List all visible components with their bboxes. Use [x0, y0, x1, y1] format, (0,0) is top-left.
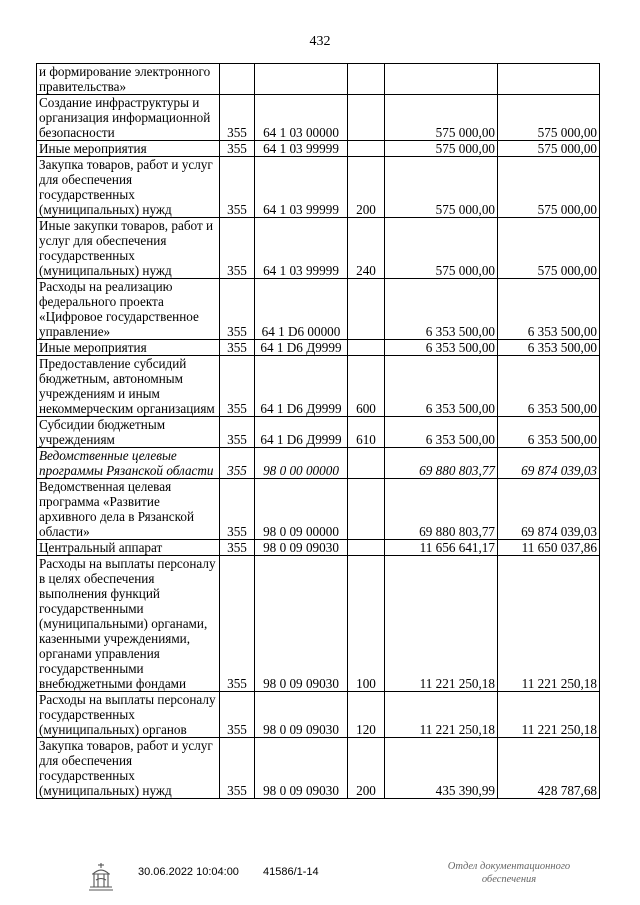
row-sum-1: 575 000,00	[385, 157, 498, 218]
row-sum-2: 575 000,00	[498, 141, 600, 157]
row-csr: 64 1 03 99999	[255, 218, 348, 279]
row-csr: 98 0 00 00000	[255, 448, 348, 479]
row-vr: 120	[348, 692, 385, 738]
row-sum-2: 575 000,00	[498, 218, 600, 279]
budget-table	[36, 63, 600, 799]
table-row	[37, 64, 600, 95]
row-vr: 240	[348, 218, 385, 279]
row-name: Иные мероприятия	[37, 141, 220, 157]
row-csr: 98 0 09 09030	[255, 692, 348, 738]
row-vr: 100	[348, 556, 385, 692]
row-sum-2: 69 874 039,03	[498, 448, 600, 479]
row-sum-1: 435 390,99	[385, 738, 498, 799]
row-sum-1	[385, 64, 498, 95]
row-code: 355	[220, 540, 255, 556]
row-name: Закупка товаров, работ и услуг для обеспечения государственных (муниципальных) нужд	[37, 157, 220, 218]
row-name: Центральный аппарат	[37, 540, 220, 556]
row-vr	[348, 540, 385, 556]
table-row	[37, 340, 600, 356]
row-name: Расходы на выплаты персоналу государственных (муниципальных) органов	[37, 692, 220, 738]
row-csr: 64 1 D6 00000	[255, 279, 348, 340]
row-vr: 600	[348, 356, 385, 417]
row-sum-1: 69 880 803,77	[385, 448, 498, 479]
row-vr	[348, 340, 385, 356]
row-csr	[255, 64, 348, 95]
row-name: Создание инфраструктуры и организация информационной безопасности	[37, 95, 220, 141]
row-sum-1: 11 221 250,18	[385, 692, 498, 738]
row-csr: 98 0 09 09030	[255, 738, 348, 799]
row-sum-2: 6 353 500,00	[498, 417, 600, 448]
row-sum-2: 6 353 500,00	[498, 279, 600, 340]
row-code: 355	[220, 692, 255, 738]
table-row	[37, 479, 600, 540]
row-name: Расходы на реализацию федерального проекта «Цифровое государственное управление»	[37, 279, 220, 340]
row-vr	[348, 279, 385, 340]
table-row	[37, 556, 600, 692]
row-sum-2: 428 787,68	[498, 738, 600, 799]
row-sum-2: 6 353 500,00	[498, 356, 600, 417]
row-vr: 610	[348, 417, 385, 448]
table-row	[37, 356, 600, 417]
row-csr: 64 1 D6 Д9999	[255, 356, 348, 417]
row-sum-2: 11 221 250,18	[498, 556, 600, 692]
row-csr: 64 1 D6 Д9999	[255, 340, 348, 356]
row-sum-2: 69 874 039,03	[498, 479, 600, 540]
stamp-department	[434, 860, 584, 886]
row-sum-1: 69 880 803,77	[385, 479, 498, 540]
row-sum-2: 11 650 037,86	[498, 540, 600, 556]
row-code	[220, 64, 255, 95]
row-vr	[348, 95, 385, 141]
row-code: 355	[220, 356, 255, 417]
row-name: Ведомственная целевая программа «Развитие архивного дела в Рязанской области»	[37, 479, 220, 540]
row-vr	[348, 479, 385, 540]
row-code: 355	[220, 417, 255, 448]
row-code: 355	[220, 95, 255, 141]
row-csr: 64 1 03 00000	[255, 95, 348, 141]
stamp-department-line-1: Отдел документационного	[447, 861, 571, 872]
row-code: 355	[220, 279, 255, 340]
row-sum-1: 6 353 500,00	[385, 340, 498, 356]
row-sum-1: 11 221 250,18	[385, 556, 498, 692]
row-sum-1: 6 353 500,00	[385, 417, 498, 448]
row-csr: 64 1 D6 Д9999	[255, 417, 348, 448]
row-code: 355	[220, 556, 255, 692]
row-code: 355	[220, 141, 255, 157]
table-row	[37, 157, 600, 218]
row-name: Иные закупки товаров, работ и услуг для обеспечения государственных (муниципальных) нужд	[37, 218, 220, 279]
row-code: 355	[220, 218, 255, 279]
row-name: Расходы на выплаты персоналу в целях обеспечения выполнения функций государственными (муниципальными) органами, казенными учреждениями, органами управления государственными внебюджетными фондами	[37, 556, 220, 692]
row-code: 355	[220, 448, 255, 479]
row-csr: 98 0 09 09030	[255, 540, 348, 556]
row-sum-1: 575 000,00	[385, 141, 498, 157]
stamp-date: 30.06.2022 10:04:00	[138, 866, 239, 878]
page-number: 432	[309, 34, 331, 49]
table-row	[37, 218, 600, 279]
row-code: 355	[220, 738, 255, 799]
row-sum-1: 6 353 500,00	[385, 279, 498, 340]
row-sum-2: 6 353 500,00	[498, 340, 600, 356]
row-csr: 64 1 03 99999	[255, 157, 348, 218]
row-csr: 64 1 03 99999	[255, 141, 348, 157]
table-row	[37, 540, 600, 556]
row-csr: 98 0 09 09030	[255, 556, 348, 692]
row-csr: 98 0 09 00000	[255, 479, 348, 540]
row-sum-1: 575 000,00	[385, 218, 498, 279]
row-sum-1: 6 353 500,00	[385, 356, 498, 417]
row-name: Иные мероприятия	[37, 340, 220, 356]
row-vr	[348, 448, 385, 479]
row-name: Закупка товаров, работ и услуг для обеспечения государственных (муниципальных) нужд	[37, 738, 220, 799]
table-row	[37, 279, 600, 340]
row-vr: 200	[348, 157, 385, 218]
table-row	[37, 417, 600, 448]
table-row	[37, 95, 600, 141]
row-sum-2: 11 221 250,18	[498, 692, 600, 738]
stamp-doc-code: 41586/1-14	[263, 866, 319, 878]
table-row	[37, 141, 600, 157]
row-vr	[348, 64, 385, 95]
row-code: 355	[220, 340, 255, 356]
row-sum-2: 575 000,00	[498, 157, 600, 218]
row-sum-2	[498, 64, 600, 95]
row-name: Ведомственные целевые программы Рязанской области	[37, 448, 220, 479]
row-code: 355	[220, 157, 255, 218]
row-code: 355	[220, 479, 255, 540]
table-row	[37, 738, 600, 799]
row-name: Субсидии бюджетным учреждениям	[37, 417, 220, 448]
row-vr: 200	[348, 738, 385, 799]
emblem-icon	[84, 860, 118, 894]
table-row	[37, 448, 600, 479]
stamp-department-line-2: обеспечения	[481, 874, 537, 885]
table-row	[37, 692, 600, 738]
footer	[0, 858, 640, 898]
row-sum-2: 575 000,00	[498, 95, 600, 141]
row-name: Предоставление субсидий бюджетным, автономным учреждениям и иным некоммерческим организациям	[37, 356, 220, 417]
row-name: и формирование электронного правительства»	[37, 64, 220, 95]
row-sum-1: 11 656 641,17	[385, 540, 498, 556]
row-vr	[348, 141, 385, 157]
row-sum-1: 575 000,00	[385, 95, 498, 141]
